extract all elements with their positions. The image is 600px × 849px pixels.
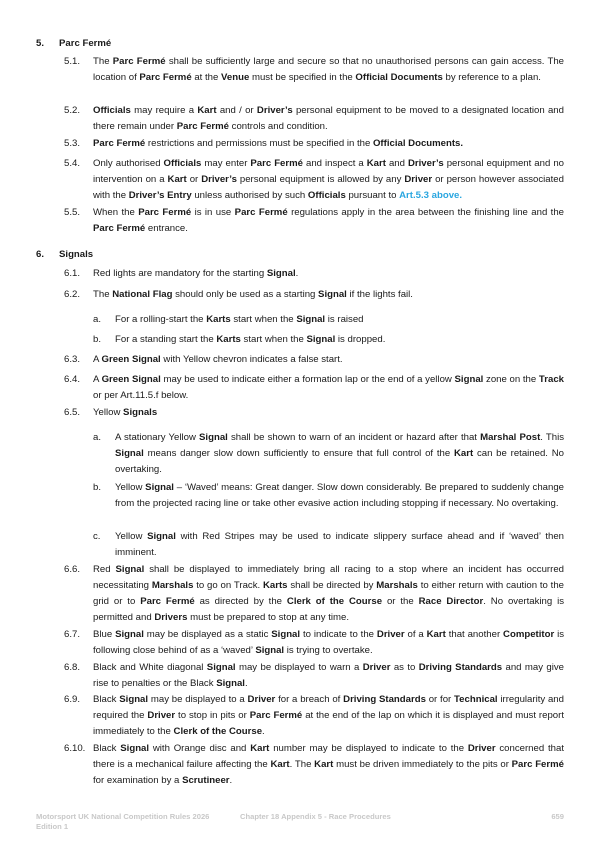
sub-item-letter: c. bbox=[93, 531, 101, 542]
rule-number: 5.2. bbox=[64, 105, 81, 116]
rule-item bbox=[64, 136, 564, 152]
rule-text: Parc Fermé restrictions and permissions must be specified in the Official Documents. bbox=[93, 138, 464, 149]
section-number: 6. bbox=[36, 249, 45, 260]
rule-item bbox=[64, 156, 564, 204]
rule-number: 6.1. bbox=[64, 268, 81, 279]
sub-item-text: Yellow Signal with Red Stripes may be used to indicate slippery surface ahead and if ‘waved’ then imminent. bbox=[115, 531, 564, 558]
sub-item-text: A stationary Yellow Signal shall be shown to warn of an incident or hazard after that Marshal Post. This Signal means danger slow down sufficiently to ensure that full control of the Kart can be retained. No overtaking. bbox=[115, 432, 564, 475]
sub-item bbox=[93, 529, 564, 561]
sub-item bbox=[93, 312, 564, 328]
rule-text: The Parc Fermé shall be sufficiently large and secure so that no unauthorised persons can gain access. The location of Parc Fermé at the Venue must be specified in the Official Documents by reference to a plan. bbox=[93, 56, 564, 83]
rule-number: 5.3. bbox=[64, 138, 81, 149]
rule-text: Yellow Signals bbox=[93, 407, 158, 418]
rule-item bbox=[64, 741, 564, 789]
cross-reference-link[interactable]: Art.5.3 above. bbox=[399, 190, 463, 201]
rule-text: Black and White diagonal Signal may be displayed to warn a Driver as to Driving Standards and may give rise to penalties or the Black Signal. bbox=[93, 662, 564, 689]
rule-text: Red Signal shall be displayed to immediately bring all racing to a stop where an incident has occurred necessitating Marshals to go on Track. Karts shall be directed by Marshals to either return with caution to the grid or to Parc Fermé as directed by the Clerk of the Course or the Race Director. No overtaking is permitted and Drivers must be prepared to stop at any time. bbox=[93, 564, 565, 623]
rule-number: 6.5. bbox=[64, 407, 81, 418]
section-number: 5. bbox=[36, 38, 45, 49]
rule-number: 6.4. bbox=[64, 374, 81, 385]
rule-item bbox=[64, 287, 564, 303]
rule-item bbox=[64, 352, 564, 368]
sub-item bbox=[93, 332, 564, 348]
sub-item-letter: b. bbox=[93, 334, 102, 345]
rule-item bbox=[64, 627, 564, 659]
sub-item bbox=[93, 480, 564, 512]
rule-number: 6.3. bbox=[64, 354, 81, 365]
rule-item bbox=[64, 372, 564, 404]
rule-number: 6.7. bbox=[64, 629, 81, 640]
rule-number: 6.9. bbox=[64, 694, 81, 705]
sub-item-letter: a. bbox=[93, 432, 102, 443]
rule-number: 6.10. bbox=[64, 743, 86, 754]
rule-text: Only authorised Officials may enter Parc Fermé and inspect a Kart and Driver’s personal equipment and no intervention on a Kart or Driver’s personal equipment is allowed by any Driver or person however associated with the Driver’s Entry unless authorised by such Officials pursuant to Art.5.3 above. bbox=[93, 158, 564, 201]
rule-text: When the Parc Fermé is in use Parc Fermé regulations apply in the area between the finishing line and the Parc Fermé entrance. bbox=[93, 207, 565, 234]
rule-item bbox=[64, 54, 564, 86]
section-heading bbox=[36, 249, 93, 260]
sub-item-letter: a. bbox=[93, 314, 102, 325]
sub-item-text: For a rolling-start the Karts start when the Signal is raised bbox=[115, 314, 364, 325]
rule-item bbox=[64, 103, 564, 135]
rule-item bbox=[64, 660, 564, 692]
rule-number: 5.5. bbox=[64, 207, 81, 218]
rule-text: A Green Signal may be used to indicate either a formation lap or the end of a yellow Signal zone on the Track or per Art.11.5.f below. bbox=[93, 374, 564, 401]
rule-number: 6.8. bbox=[64, 662, 81, 673]
rule-text: Black Signal may be displayed to a Driver for a breach of Driving Standards or for Technical irregularity and required the Driver to stop in pits or Parc Fermé at the end of the lap on which it is displayed and must report immediately to the Clerk of the Course. bbox=[93, 694, 564, 737]
rule-number: 6.2. bbox=[64, 289, 81, 300]
rule-item bbox=[64, 266, 564, 282]
section-title: Parc Fermé bbox=[59, 38, 112, 49]
sub-item bbox=[93, 430, 564, 478]
rule-item bbox=[64, 692, 564, 740]
footer-chapter: Chapter 18 Appendix 5 - Race Procedures bbox=[240, 812, 391, 821]
rule-item bbox=[64, 205, 564, 237]
section-heading bbox=[36, 38, 111, 49]
footer-title: Motorsport UK National Competition Rules 2026 bbox=[36, 812, 210, 821]
sub-item-letter: b. bbox=[93, 482, 102, 493]
rule-text: Blue Signal may be displayed as a static Signal to indicate to the Driver of a Kart that another Competitor is following close behind of as a ‘waved’ Signal is trying to overtake. bbox=[93, 629, 565, 656]
page-number: 659 bbox=[551, 812, 564, 821]
rule-number: 5.1. bbox=[64, 56, 81, 67]
footer-publication bbox=[36, 812, 209, 832]
rule-text: A Green Signal with Yellow chevron indicates a false start. bbox=[93, 354, 343, 365]
rule-number: 6.6. bbox=[64, 564, 81, 575]
sub-item-text: For a standing start the Karts start when the Signal is dropped. bbox=[115, 334, 386, 345]
footer-edition: Edition 1 bbox=[36, 822, 69, 831]
rule-item bbox=[64, 405, 564, 421]
rule-text: Red lights are mandatory for the starting Signal. bbox=[93, 268, 299, 279]
sub-item-text: Yellow Signal – ‘Waved’ means: Great danger. Slow down considerably. Be prepared to suddenly change from the projected racing line or take other evasive action including stopping if necessary. No overtaking. bbox=[115, 482, 564, 509]
rule-text: The National Flag should only be used as a starting Signal if the lights fail. bbox=[93, 289, 413, 300]
rule-item bbox=[64, 562, 564, 626]
rule-text: Officials may require a Kart and / or Driver’s personal equipment to be moved to a designated location and there remain under Parc Fermé controls and condition. bbox=[93, 105, 564, 132]
rule-number: 5.4. bbox=[64, 158, 81, 169]
rule-text: Black Signal with Orange disc and Kart number may be displayed to indicate to the Driver concerned that there is a mechanical failure affecting the Kart. The Kart must be driven immediately to the pits or Parc Fermé for examination by a Scrutineer. bbox=[93, 743, 564, 786]
section-title: Signals bbox=[59, 249, 94, 260]
